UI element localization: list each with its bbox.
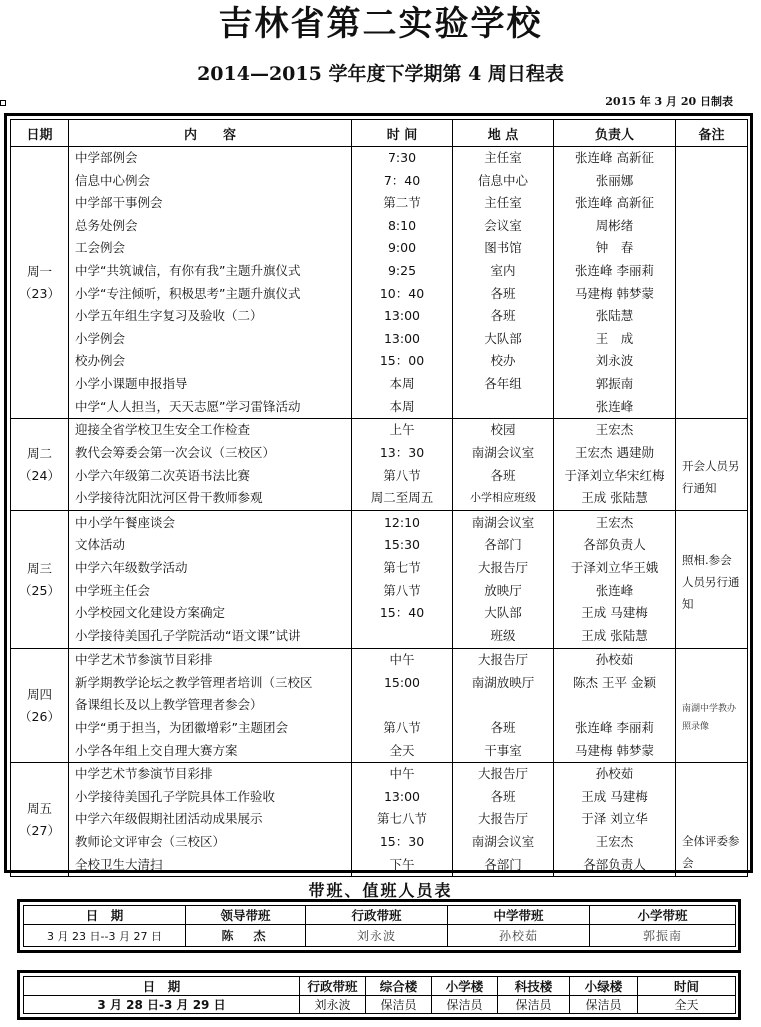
person-cell: 孙校茹 陈杰 王平 金颖 张连峰 李丽莉 马建梅 韩梦蒙 bbox=[554, 649, 676, 763]
place-cell: 校园 南湖会议室 各班 小学相应班级 bbox=[453, 419, 554, 511]
day-label: 周一 （23） bbox=[11, 147, 69, 419]
note-cell: 南湖中学教办照录像 bbox=[676, 649, 748, 763]
col-content: 内 容 bbox=[69, 120, 352, 147]
day-block-wed bbox=[11, 511, 748, 649]
person-cell: 王宏杰 各部负责人 于泽刘立华王娥 张连峰 王成 马建梅 王成 张陆慧 bbox=[554, 511, 676, 649]
day-block-tue bbox=[11, 419, 748, 511]
duty2-complex: 保洁员 bbox=[366, 996, 432, 1014]
note-cell: 开会人员另行通知 bbox=[676, 419, 748, 511]
duty2-primary-bldg: 保洁员 bbox=[432, 996, 498, 1014]
time-cell: 中午 15:00 第八节 全天 bbox=[352, 649, 453, 763]
col-person: 负责人 bbox=[554, 120, 676, 147]
day-label: 周三 （25） bbox=[11, 511, 69, 649]
duty-leader: 陈 杰 bbox=[186, 925, 306, 947]
duty2-date: 3 月 28 日-3 月 29 日 bbox=[24, 996, 300, 1014]
col-place: 地 点 bbox=[453, 120, 554, 147]
duty-admin: 刘永波 bbox=[306, 925, 448, 947]
duty-col-admin: 行政带班 bbox=[306, 906, 448, 925]
day-label: 周二 （24） bbox=[11, 419, 69, 511]
note-cell: 照相.参会人员另行通知 bbox=[676, 511, 748, 649]
time-cell: 中午 13:00 第七八节 15：30 下午 bbox=[352, 763, 453, 877]
time-cell: 上午 13：30 第八节 周二至周五 bbox=[352, 419, 453, 511]
content-cell: 中学部例会 信息中心例会 中学部干事例会 总务处例会 工会例会 中学“共筑诚信，有你有我”主题升旗仪式 小学“专注倾听，积极思考”主题升旗仪式 小学五年组生字复习及验收（二） 小学例会 校办例会 小学小课题申报指导 中学“人人担当，天天志愿”学习雷锋活动 bbox=[69, 147, 352, 419]
made-date: 2015 年 3 月 20 日制表 bbox=[605, 95, 733, 108]
col-date: 日期 bbox=[11, 120, 69, 147]
day-block-fri bbox=[11, 763, 748, 877]
duty-col-primary: 小学带班 bbox=[590, 906, 736, 925]
day-label: 周四 （26） bbox=[11, 649, 69, 763]
duty-primary: 郭振南 bbox=[590, 925, 736, 947]
duty-frame-1 bbox=[17, 899, 741, 953]
duty-header-row bbox=[24, 906, 736, 925]
day-block-thu bbox=[11, 649, 748, 763]
duty-frame-2 bbox=[17, 970, 741, 1020]
schedule-subtitle: 2014—2015 学年度下学期第 4 周日程表 bbox=[197, 63, 564, 85]
duty2-green-bldg: 保洁员 bbox=[570, 996, 638, 1014]
duty2-time: 全天 bbox=[638, 996, 736, 1014]
duty-row bbox=[24, 925, 736, 947]
person-cell: 王宏杰 王宏杰 遇建勋 于泽刘立华宋红梅 王成 张陆慧 bbox=[554, 419, 676, 511]
schedule-table bbox=[10, 119, 748, 877]
duty2-col-green-bldg: 小绿楼 bbox=[570, 977, 638, 996]
content-cell: 中学艺术节参演节目彩排 新学期教学论坛之教学管理者培训（三校区 备课组长及以上教学管理者参会） 中学“勇于担当，为团徽增彩”主题团会 小学各年组上交自理大赛方案 bbox=[69, 649, 352, 763]
duty2-col-date: 日 期 bbox=[24, 977, 300, 996]
person-cell: 张连峰 高新征 张丽娜 张连峰 高新征 周彬绪 钟 春 张连峰 李丽莉 马建梅 韩梦蒙 张陆慧 王 成 刘永波 郭振南 张连峰 bbox=[554, 147, 676, 419]
duty2-header-row bbox=[24, 977, 736, 996]
place-cell: 大报告厅 南湖放映厅 各班 干事室 bbox=[453, 649, 554, 763]
day-block-mon bbox=[11, 147, 748, 419]
duty2-col-tech-bldg: 科技楼 bbox=[498, 977, 570, 996]
col-time: 时 间 bbox=[352, 120, 453, 147]
duty2-col-admin: 行政带班 bbox=[300, 977, 366, 996]
duty2-col-primary-bldg: 小学楼 bbox=[432, 977, 498, 996]
content-cell: 迎接全省学校卫生安全工作检查 教代会筹委会第一次会议（三校区） 小学六年级第二次英语书法比赛 小学接待沈阳沈河区骨干教师参观 bbox=[69, 419, 352, 511]
anchor-mark bbox=[0, 100, 6, 106]
time-cell: 12:10 15:30 第七节 第八节 15：40 bbox=[352, 511, 453, 649]
duty-col-date: 日 期 bbox=[24, 906, 186, 925]
duty-col-leader: 领导带班 bbox=[186, 906, 306, 925]
duty2-row bbox=[24, 996, 736, 1014]
duty-table-1 bbox=[23, 905, 736, 947]
place-cell: 主任室 信息中心 主任室 会议室 图书馆 室内 各班 各班 大队部 校办 各年组 bbox=[453, 147, 554, 419]
day-label: 周五 （27） bbox=[11, 763, 69, 877]
place-cell: 大报告厅 各班 大报告厅 南湖会议室 各部门 bbox=[453, 763, 554, 877]
col-note: 备注 bbox=[676, 120, 748, 147]
person-cell: 孙校茹 王成 马建梅 于泽 刘立华 王宏杰 各部负责人 bbox=[554, 763, 676, 877]
duty-middle: 孙校茹 bbox=[448, 925, 590, 947]
note-cell bbox=[676, 147, 748, 419]
duty2-admin: 刘永波 bbox=[300, 996, 366, 1014]
content-cell: 中学艺术节参演节目彩排 小学接待美国孔子学院具体工作验收 中学六年级假期社团活动成果展示 教师论文评审会（三校区） 全校卫生大清扫 bbox=[69, 763, 352, 877]
duty-date: 3 月 23 日--3 月 27 日 bbox=[24, 925, 186, 947]
time-cell: 7:30 7：40 第二节 8:10 9:00 9:25 10：40 13:00 13:00 15：00 本周 本周 bbox=[352, 147, 453, 419]
duty-table-2 bbox=[23, 976, 736, 1014]
duty2-col-complex: 综合楼 bbox=[366, 977, 432, 996]
school-title: 吉林省第二实验学校 bbox=[218, 4, 543, 44]
duty-col-middle: 中学带班 bbox=[448, 906, 590, 925]
place-cell: 南湖会议室 各部门 大报告厅 放映厅 大队部 班级 bbox=[453, 511, 554, 649]
content-cell: 中小学午餐座谈会 文体活动 中学六年级数学活动 中学班主任会 小学校园文化建设方案确定 小学接待美国孔子学院活动“语文课”试讲 bbox=[69, 511, 352, 649]
duty2-tech-bldg: 保洁员 bbox=[498, 996, 570, 1014]
duty2-col-time: 时间 bbox=[638, 977, 736, 996]
schedule-header-row bbox=[11, 120, 748, 147]
note-cell: 全体评委参会 bbox=[676, 763, 748, 877]
duty-title: 带班、值班人员表 bbox=[308, 881, 453, 900]
schedule-frame bbox=[4, 113, 753, 873]
